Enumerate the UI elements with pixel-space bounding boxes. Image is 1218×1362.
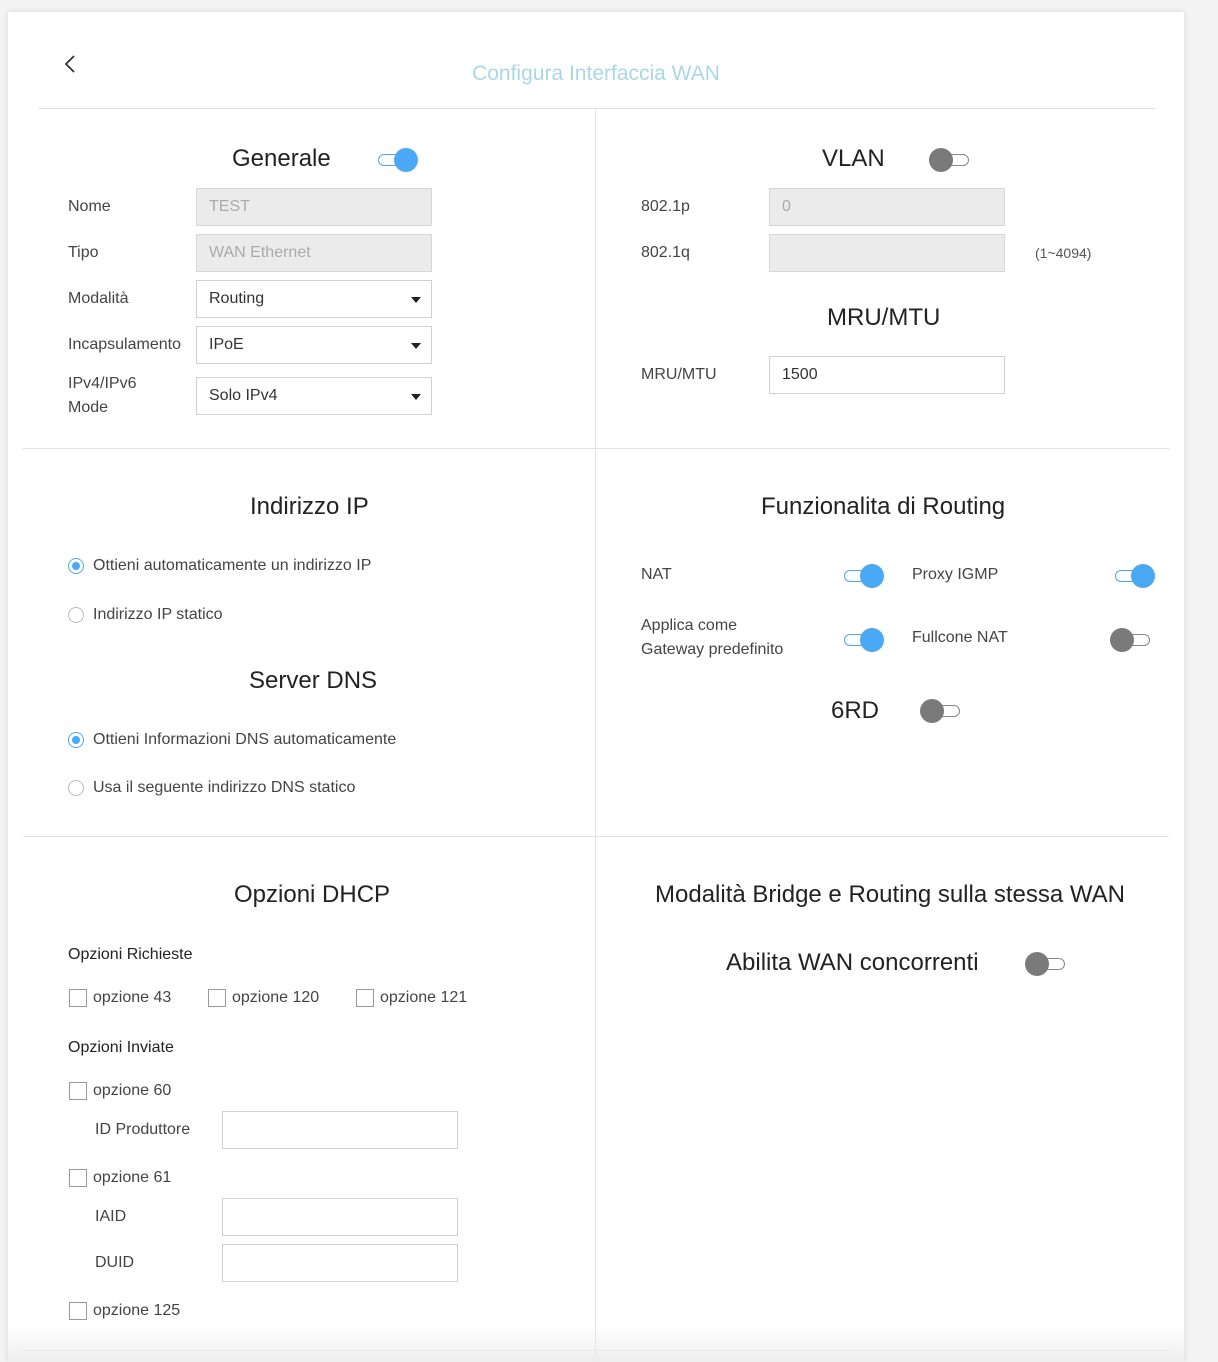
ip-mode-select[interactable] <box>196 377 432 415</box>
option-43-checkbox[interactable] <box>69 989 87 1007</box>
proxy-igmp-toggle[interactable] <box>1113 564 1155 588</box>
routing-heading: Funzionalita di Routing <box>761 493 1006 520</box>
caret-down-icon <box>411 343 421 349</box>
ip-auto-radio[interactable] <box>68 558 84 574</box>
option-121-label: opzione 121 <box>380 989 468 1006</box>
vlan-toggle[interactable] <box>929 148 971 172</box>
incapsulamento-label: Incapsulamento <box>68 336 181 353</box>
mru-input[interactable] <box>769 356 1005 394</box>
column-divider <box>595 108 596 1362</box>
sent-options-title: Opzioni Inviate <box>68 1039 174 1056</box>
tipo-field: WAN Ethernet <box>196 234 432 272</box>
dns-static-label: Usa il seguente indirizzo DNS statico <box>93 779 356 796</box>
modalita-value: Routing <box>209 290 265 307</box>
indirizzo-ip-heading: Indirizzo IP <box>250 493 369 520</box>
bottom-fade <box>8 1326 1184 1362</box>
incapsulamento-value: IPoE <box>209 336 244 353</box>
option-61-label: opzione 61 <box>93 1169 172 1186</box>
dns-auto-radio[interactable] <box>68 732 84 748</box>
nome-field: TEST <box>196 188 432 226</box>
bridge-heading: Modalità Bridge e Routing sulla stessa WAN <box>655 881 1125 908</box>
vendor-id-input[interactable] <box>222 1111 458 1149</box>
wan-config-card <box>8 12 1184 1362</box>
option-121-checkbox[interactable] <box>356 989 374 1007</box>
option-60-checkbox[interactable] <box>69 1082 87 1100</box>
concurrent-wan-label: Abilita WAN concorrenti <box>726 949 979 976</box>
sixrd-toggle[interactable] <box>920 699 962 723</box>
requested-options-title: Opzioni Richieste <box>68 946 193 963</box>
generale-heading: Generale <box>232 145 331 172</box>
vlan-heading: VLAN <box>822 145 885 172</box>
q8021q-hint: (1~4094) <box>1035 245 1092 261</box>
option-120-label: opzione 120 <box>232 989 320 1006</box>
ip-auto-label: Ottieni automaticamente un indirizzo IP <box>93 557 372 574</box>
option-125-checkbox[interactable] <box>69 1302 87 1320</box>
ip-static-label: Indirizzo IP statico <box>93 606 223 623</box>
page-title: Configura Interfaccia WAN <box>472 62 720 85</box>
nome-label: Nome <box>68 198 111 215</box>
duid-label: DUID <box>95 1254 135 1271</box>
modalita-label: Modalità <box>68 290 129 307</box>
nat-toggle[interactable] <box>842 564 884 588</box>
option-125-label: opzione 125 <box>93 1302 181 1319</box>
option-43-label: opzione 43 <box>93 989 172 1006</box>
fullcone-nat-toggle[interactable] <box>1110 628 1152 652</box>
ip-mode-value: Solo IPv4 <box>209 387 278 404</box>
fullcone-nat-label: Fullcone NAT <box>912 629 1008 646</box>
concurrent-wan-toggle[interactable] <box>1025 952 1067 976</box>
iaid-input[interactable] <box>222 1198 458 1236</box>
modalita-select[interactable] <box>196 280 432 318</box>
caret-down-icon <box>411 394 421 400</box>
iaid-label: IAID <box>95 1208 127 1225</box>
ip-static-radio[interactable] <box>68 607 84 623</box>
nat-label: NAT <box>641 566 672 583</box>
dns-auto-label: Ottieni Informazioni DNS automaticamente <box>93 731 397 748</box>
generale-toggle[interactable] <box>376 148 418 172</box>
tipo-label: Tipo <box>68 244 99 261</box>
gateway-toggle[interactable] <box>842 628 884 652</box>
duid-input[interactable] <box>222 1244 458 1282</box>
option-60-label: opzione 60 <box>93 1082 172 1099</box>
incapsulamento-select[interactable] <box>196 326 432 364</box>
caret-down-icon <box>411 297 421 303</box>
p8021p-label: 802.1p <box>641 198 690 215</box>
gateway-label-line2: Gateway predefinito <box>641 641 784 658</box>
proxy-igmp-label: Proxy IGMP <box>912 566 999 583</box>
header-divider <box>38 108 1155 109</box>
q8021q-field <box>769 234 1005 272</box>
ip-mode-label-line1: IPv4/IPv6 <box>68 375 137 392</box>
option-120-checkbox[interactable] <box>208 989 226 1007</box>
ip-mode-label-line2: Mode <box>68 399 109 416</box>
mru-label: MRU/MTU <box>641 366 717 383</box>
option-61-checkbox[interactable] <box>69 1169 87 1187</box>
sixrd-label: 6RD <box>831 697 880 724</box>
mru-heading: MRU/MTU <box>827 304 941 331</box>
section-divider-2 <box>23 836 1169 837</box>
vendor-id-label: ID Produttore <box>95 1121 191 1138</box>
section-divider-1 <box>23 448 1169 449</box>
gateway-label-line1: Applica come <box>641 617 738 634</box>
server-dns-heading: Server DNS <box>249 667 378 694</box>
p8021p-field: 0 <box>769 188 1005 226</box>
dhcp-heading: Opzioni DHCP <box>234 881 391 908</box>
q8021q-label: 802.1q <box>641 244 690 261</box>
dns-static-radio[interactable] <box>68 780 84 796</box>
